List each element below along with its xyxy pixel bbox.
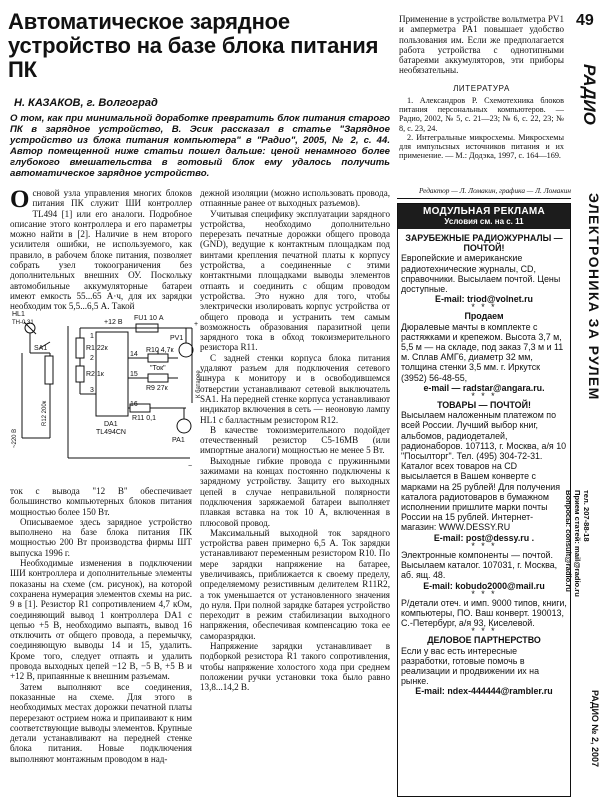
schematic-label: TL494CN xyxy=(96,429,126,436)
drop-cap: О xyxy=(10,186,30,213)
article-author: Н. КАЗАКОВ, г. Волгоград xyxy=(14,97,158,109)
classified-ads-box xyxy=(397,203,571,797)
schematic-label: R11 0,1 xyxy=(132,415,156,422)
ad-body: Электронные компоненты — почтой. Высылаем каталог. 107031, г. Москва, аб. ящ. 48. xyxy=(401,549,558,581)
issue-label: РАДИО № 2, 2007 xyxy=(590,690,600,767)
article-title: Автоматическое зарядное устройство на базе блока питания ПК xyxy=(8,9,379,82)
schematic-label: R10 4,7к xyxy=(146,347,174,354)
paragraph: Максимальный выходной ток зарядного устройства равен примерно 6,5 А. Ток зарядки устанавливают переменным резистором R10. По мере зарядки напряжение на батарее, увеличиваясь, приближается к своему пределу, определяемому резистивным делителем R11R2, а ток уменьшается от установленного значения до нуля. При полной зарядке батарея устройство переходит в режим стабилизации выходного напряжения, обеспечивая компенсацию тока ее саморазрядки. xyxy=(200,527,390,641)
brand-name: РАДИО xyxy=(580,64,599,125)
paragraph: Учитывая специфику эксплуатации зарядного устройства, необходимо дополнительно перерезать печатные дорожки общего провода (GND), ведущие к контактным площадкам под винтами крепления печатной платы к корпусу устройства, а соединенные с этими контактными площадками выводы элементов отпаять и соединить с общим проводом устройства. Это нужно для того, чтобы электрически изолировать корпус устройства от общего провода и устранить тем самым возможность образования паразитной цепи зарядного тока в обход токоизмерительного резистора R11. xyxy=(200,208,390,353)
literature-list xyxy=(399,96,564,160)
ad-email[interactable]: e-mail — radstar@angara.ru. xyxy=(423,382,545,393)
ad-item xyxy=(398,233,570,311)
ad-email[interactable]: E-mail: kobudo2000@mail.ru xyxy=(423,580,545,591)
article-column-1-top xyxy=(10,188,192,312)
contact-questions: Вопросы: consult@radio.ru xyxy=(564,490,573,592)
ad-item xyxy=(398,598,570,636)
schematic-label: R2 1к xyxy=(86,371,104,378)
article-column-1-bottom xyxy=(10,486,192,764)
ad-email[interactable]: E-mail: triod@volnet.ru xyxy=(435,294,533,305)
schematic-label: FU1 10 А xyxy=(134,315,164,322)
radio-logo xyxy=(580,62,602,182)
page-number: 49 xyxy=(576,12,594,29)
schematic-label: + xyxy=(194,321,199,328)
ad-body: Европейские и американские радиотехнические журналы, CD, справочники. Высылаем почтой. Цены доступные. xyxy=(401,253,561,295)
schematic-label: SA1 xyxy=(34,345,48,352)
ads-title: МОДУЛЬНАЯ РЕКЛАМА xyxy=(422,206,545,217)
schematic-label: R1 22к xyxy=(86,345,108,352)
paragraph: С задней стенки корпуса блока питания удаляют разъем для подключения сетевого шнура к монитору и в освободившемся отверстии устанавливают сетевой выключатель SA1. На передней стенке корпуса устанавливают индикатор включения в сеть — неоновую лампу HL1 с балластным резистором R12. xyxy=(200,352,391,425)
ad-separator: * * * xyxy=(471,302,497,313)
editorial-contacts xyxy=(564,490,591,597)
schematic-label: − xyxy=(188,463,193,470)
ad-heading: ЗАРУБЕЖНЫЕ РАДИОЖУРНАЛЫ — ПОЧТОЙ! xyxy=(405,233,563,254)
section-name: ЭЛЕКТРОНИКА ЗА РУЛЕМ xyxy=(586,193,602,401)
reference-item: 2. Интегральные микросхемы. Микросхемы для импульсных источников питания и их применение. — М.: Додэка, 1997, с. 164—169. xyxy=(399,132,564,161)
ad-heading: ТОВАРЫ — ПОЧТОЙ! xyxy=(437,400,531,411)
ads-header xyxy=(398,204,570,229)
schematic-label: 2 xyxy=(90,355,94,362)
ad-body: Высылаем наложенным платежом по всей России. Лучший выбор книг, альбомов, радиодеталей, радионаборов. 107113, г. Москва, а/я 10 "Посылторг". Тел. (495) 304-72-31. Каталог всех товаров на CD высылается в Вашем конверте с марками на 25 рублей! Для получения каталога радиотоваров в бумажном исполнении пришлите марки почты России на 15 рублей. Интернет-магазин: WWW.DESSY.RU xyxy=(401,410,567,533)
article-column-2 xyxy=(200,188,390,693)
schematic-label: R9 27к xyxy=(146,385,168,392)
ad-separator: * * * xyxy=(471,588,497,599)
schematic-label: R12 200к xyxy=(42,400,48,426)
ad-body: Р/детали отеч. и имп. 9000 типов, книги, компьютеры, ПО. Ваш конверт. 190013, С.-Петербург, а/я 93, Киселевой. xyxy=(401,597,567,629)
editor-credits: Редактор — Л. Ломакин, графика — Л. Ломакин xyxy=(418,186,571,195)
paragraph: Напряжение зарядки устанавливает в подборкой резистора R1 такого сопротивления, чтобы напряжение холостого хода при среднем положении ручки установки тока было равно 13,8...14,2 В. xyxy=(200,641,390,693)
article-addendum: Применение в устройстве вольтметра PV1 и амперметра PA1 повышает удобство пользования им. Если же предполагается работа устройства с однотипными батареями аккумуляторов, эти приборы необязательны. xyxy=(399,14,564,76)
schematic-label: ~220 В xyxy=(12,428,18,448)
ad-email[interactable]: E-mail: ndex-444444@rambler.ru xyxy=(415,686,553,697)
schematic-label: 15 xyxy=(130,371,138,378)
contact-articles: Прием статей: mail@radio.ru xyxy=(573,490,582,597)
paragraph: дежной изоляции (можно использовать провода, отпаянные ранее от выходных разъемов). xyxy=(200,188,390,209)
paragraph: Необходимые изменения в подключении ШИ контроллера и дополнительные элементы показаны на схеме (см. рисунок), на которой сохранена нумерация элементов схемы на рис. 9 в [1]. Резистор R1 сопротивлением 4,7 кОм, соединяющий вывод 1 контроллера DA1 с цепью +5 В, необходимо выпаять, вывод 16 отключить от общего провода, а перемычку, соединяющую выводы 14 и 15, удалить. Кроме того, следует отпаять и удалить провода выходных цепей −12 В, −5 В, +5 В и +12 В, припаянные к внешним разъемам. xyxy=(10,558,192,682)
ad-item xyxy=(398,550,570,598)
ad-heading: Продаем xyxy=(464,311,504,322)
schematic-label: К батарее xyxy=(196,370,202,398)
contact-phone: тел. 207-88-18 xyxy=(582,490,591,542)
schematic-label: DA1 xyxy=(104,421,118,428)
literature-heading: ЛИТЕРАТУРА xyxy=(453,84,510,93)
ads-subtitle: Условия см. на с. 11 xyxy=(444,217,524,226)
schematic-label: 3 xyxy=(90,387,94,394)
schematic-label: HL1 xyxy=(12,311,25,318)
ad-separator: * * * xyxy=(471,626,497,637)
reference-item: 1. Александров Р. Схемотехника блоков питания персональных компьютеров. — Радио, 2002, № 5, с. 21—23; № 6, с. 22, 23; № 8, с. 23, 24. xyxy=(399,96,564,133)
circuit-schematic xyxy=(10,308,202,480)
schematic-label: ТН-0,31 xyxy=(12,320,34,326)
ad-item xyxy=(398,400,570,550)
schematic-label: 16 xyxy=(130,401,138,408)
article-lead: О том, как при минимальной доработке превратить блок питания старого ПК в зарядное устройство, В. Эсик рассказал в статье "Зарядное устройство из блока питания компьютера" в "Радио", 2005, № 2, с. 44. Автор помещенной ниже статьи пошел дальше: ценой ненамного более глубокого вмешательства в готовый блок ему удалось получить автоматическое зарядное устройство. xyxy=(10,113,390,179)
schematic-label: PA1 xyxy=(172,437,185,444)
schematic-label: +12 В xyxy=(104,319,123,326)
schematic-label: 1 xyxy=(90,333,94,340)
paragraph: Выходные гибкие провода с пружинными зажимами на концах постоянно подключены к зарядному устройству. Защиту его выходных цепей в случае неправильной полярности подключения заряжаемой батареи выполняет плавкая вставка на ток 10 А, включенная в плюсовой провод. xyxy=(200,455,390,528)
ad-email[interactable]: E-mail: post@dessy.ru . xyxy=(433,532,535,543)
ad-separator: * * * xyxy=(471,391,497,402)
ad-separator: * * * xyxy=(471,540,497,551)
paragraph: ток с вывода "12 В" обеспечивает большинство компьютерных блоков питания мощностью более 150 Вт. xyxy=(10,486,192,517)
schematic-label: 14 xyxy=(130,351,138,358)
paragraph: сновой узла управления многих блоков питания ПК служит ШИ контроллер TL494 [1] или его аналоги. Подробное описание этого контроллера и его параметры можно найти в [2]. Наличие в нем второго усилителя ошибки, не используемого, как правило, в рабочем блоке питания, позволяет собрать узел токоограничения без дополнительных внешних ОУ. Поскольку автомобильные аккумуляторные батареи имеют емкость 55...65 А·ч, для их зарядки необходим ток 5,5...6,5 А. Такой xyxy=(10,188,192,312)
ad-item xyxy=(398,635,570,696)
ad-heading: ДЕЛОВОЕ ПАРТНЕРСТВО xyxy=(427,635,541,646)
paragraph: В качестве токоизмерительного подойдет отечественный резистор С5-16МВ (или импортные аналоги) мощностью не менее 5 Вт. xyxy=(200,424,390,456)
ad-item xyxy=(398,311,570,400)
divider xyxy=(397,198,571,199)
ad-body: Дюралевые мачты в комплекте с растяжками и крепежом. Высота 3,7 м, 5,5 м — на складе, под заказ 7,3 м и 11 м. Сплав АМГ6, диаметр 32 мм, толщина стенки 3,5 мм. г. Иркутск (3952) 56-48-55, xyxy=(401,321,564,383)
schematic-label: "Ток" xyxy=(150,365,166,372)
paragraph: Затем выполняют все соединения, показанные на схеме. Для этого в необходимых местах дорожки печатной платы перерезают острием ножа и припаивают к ним соответствующие выводы элементов. Крупные детали устанавливают на передней стенке блока питания. Новые подключения выполняют монтажным проводом в над- xyxy=(10,681,192,764)
paragraph: Описываемое здесь зарядное устройство выполнено на базе блока питания ПК мощностью 200 Вт производства фирмы ШТ выпуска 1996 г. xyxy=(10,516,192,558)
schematic-label: PV1 xyxy=(170,335,184,342)
ad-body: Если у вас есть интересные разработки, готовые помочь в реализации и продвижении их на рынке. xyxy=(401,645,540,687)
